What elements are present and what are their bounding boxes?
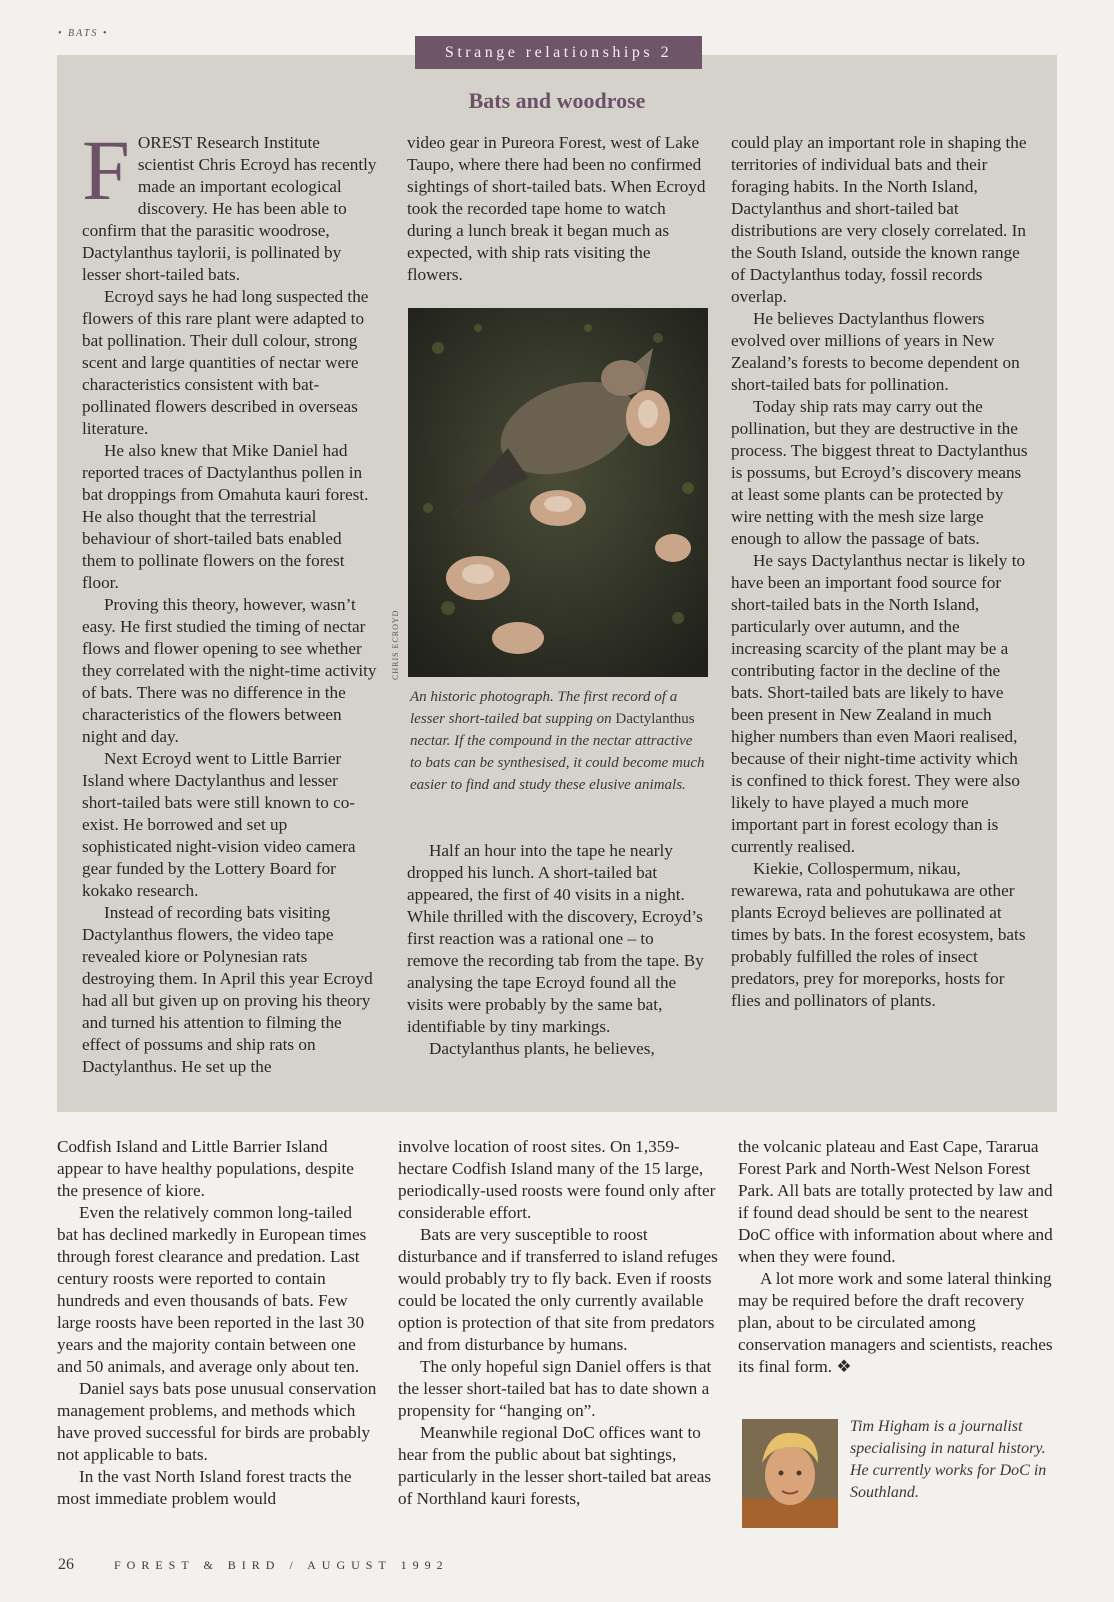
section-tag: • BATS •: [58, 28, 109, 39]
page-number: 26: [58, 1556, 74, 1573]
paragraph: the volcanic plateau and East Cape, Tararua Forest Park and North-West Nelson Forest Park. All bats are totally protected by law and if found dead should be sent to the nearest DoC office with information about where and when they were found.: [738, 1137, 1053, 1266]
paragraph: A lot more work and some lateral thinking may be required before the draft recovery plan, about to be circulated among conservation managers and scientists, reaches its final form. ❖: [738, 1269, 1053, 1376]
page-footer: [58, 1556, 449, 1574]
paragraph: Daniel says bats pose unusual conservation management problems, and methods which have proved successful for birds are probably not applicable to bats.: [57, 1379, 377, 1464]
bat-feeding-image: [408, 308, 708, 677]
paragraph: Bats are very susceptible to roost disturbance and if transferred to island refuges would probably try to fly back. Even if roosts could be located the only currently available option is protection of that site from predators and from disturbance by humans.: [398, 1225, 718, 1354]
paragraph: Half an hour into the tape he nearly dropped his lunch. A short-tailed bat appeared, the first of 40 visits in a night. While thrilled with the discovery, Ecroyd’s first reaction was a rational one – to remove the recording tab from the tape. By analysing the tape Ecroyd found all the visits were probably by the same bat, identifiable by tiny markings.: [407, 841, 704, 1036]
series-banner: Strange relationships 2: [415, 36, 702, 69]
paragraph: Codfish Island and Little Barrier Island appear to have healthy populations, despite the presence of kiore.: [57, 1137, 354, 1200]
upper-column-2-bottom: [407, 840, 707, 1060]
paragraph: He believes Dactylanthus flowers evolved over millions of years in New Zealand’s forests to become dependent on short-tailed bats for pollination.: [731, 309, 1020, 394]
bat-photo: [408, 308, 708, 677]
paragraph: Meanwhile regional DoC offices want to hear from the public about bat sightings, particularly in the lesser short-tailed bat areas of Northland kauri forests,: [398, 1423, 712, 1508]
paragraph: In the vast North Island forest tracts the most immediate problem would: [57, 1467, 352, 1508]
author-bio: Tim Higham is a journalist specialising in natural history. He currently works for DoC in Southland.: [850, 1418, 1047, 1501]
article-headline: Bats and woodrose: [468, 88, 646, 113]
upper-column-1: [82, 122, 380, 1078]
lower-column-3: [738, 1136, 1056, 1378]
upper-column-2-top: [407, 132, 707, 286]
paragraph: Kiekie, Collospermum, nikau, rewarewa, rata and pohutukawa are other plants Ecroyd believes are pollinated at times by bats. In the forest ecosystem, bats probably fulfilled the roles of insect predators, prey for moreporks, hosts for flies and pollinators of plants.: [731, 859, 1026, 1010]
paragraph: Next Ecroyd went to Little Barrier Island where Dactylanthus and lesser short-tailed bats were still known to co-exist. He borrowed and set up sophisticated night-vision video camera gear funded by the Lottery Board for kokako research.: [82, 749, 356, 900]
caption-text: nectar. If the compound in the nectar attractive to bats can be synthesised, it could become much easier to find and study these elusive animals.: [410, 733, 705, 793]
caption-species: Dactylanthus: [615, 711, 695, 727]
paragraph: video gear in Pureora Forest, west of Lake Taupo, where there had been no confirmed sightings of short-tailed bats. When Ecroyd took the recorded tape home to watch during a lunch break it began much as expected, with ship rats visiting the flowers.: [407, 133, 706, 284]
paragraph: Instead of recording bats visiting Dactylanthus flowers, the video tape revealed kiore or Polynesian rats destroying them. In April this year Ecroyd had all but given up on proving his theory and turned his attention to filming the effect of possums and ship rats on Dactylanthus. He set up the: [82, 903, 373, 1076]
caption-text: An historic photograph. The first record of a lesser short-tailed bat supping on: [410, 689, 678, 727]
upper-column-3: [731, 132, 1031, 1012]
author-portrait: [742, 1419, 838, 1528]
publication-line: FOREST & BIRD / AUGUST 1992: [114, 1558, 449, 1572]
photo-caption: [410, 686, 706, 796]
paragraph: involve location of roost sites. On 1,359-hectare Codfish Island many of the 15 large, periodically-used roosts were found only after considerable effort.: [398, 1137, 716, 1222]
paragraph: The only hopeful sign Daniel offers is that the lesser short-tailed bat has to date shown a propensity for “hanging on”.: [398, 1357, 712, 1420]
paragraph: could play an important role in shaping the territories of individual bats and their foraging habits. In the North Island, Dactylanthus and short-tailed bat distributions are very closely correlated. In the South Island, outside the known range of Dactylanthus today, fossil records overlap.: [731, 133, 1027, 306]
photo-credit: CHRIS ECROYD: [391, 609, 400, 680]
drop-cap: F: [82, 122, 130, 218]
lower-column-1: [57, 1136, 377, 1510]
paragraph: Proving this theory, however, wasn’t easy. He first studied the timing of nectar flows and flower opening to see whether they correlated with the night-time activity of bats. There was no difference in the characteristics of the flowers between night and day.: [82, 595, 377, 746]
paragraph: Ecroyd says he had long suspected the flowers of this rare plant were adapted to bat pollination. Their dull colour, strong scent and large quantities of nectar were characteristics consistent with bat-pollinated flowers described in overseas literature.: [82, 287, 369, 438]
paragraph: He says Dactylanthus nectar is likely to have been an important food source for short-tailed bats in the North Island, particularly over autumn, and the increasing scarcity of the plant may be a contributing factor in the decline of the bats. Short-tailed bats are likely to have been present in New Zealand in much higher numbers than even Maori realised, because of their night-time activity which is confined to thick forest. They were also likely to have played a much more important part in forest ecology than is currently realised.: [731, 551, 1026, 856]
paragraph: Even the relatively common long-tailed bat has declined markedly in European times through forest clearance and predation. Last century roosts were reported to contain hundreds and even thousands of bats. Few large roosts have been reported in the last 30 years and the majority contain between one and 50 animals, and average only about ten.: [57, 1203, 367, 1376]
paragraph: OREST Research Institute scientist Chris Ecroyd has recently made an important ecological discovery. He has been able to confirm that the parasitic woodrose, Dactylanthus taylorii, is pollinated by lesser short-tailed bats.: [82, 133, 377, 284]
paragraph: He also knew that Mike Daniel had reported traces of Dactylanthus pollen in bat droppings from Omahuta kauri forest. He also thought that the terrestrial behaviour of short-tailed bats enabled them to pollinate flowers on the forest floor.: [82, 441, 369, 592]
lower-column-2: [398, 1136, 718, 1510]
paragraph: Today ship rats may carry out the pollination, but they are destructive in the process. The biggest threat to Dactylanthus is possums, but Ecroyd’s discovery means at least some plants can be protected by wire netting with the mesh size large enough to allow the passage of bats.: [731, 397, 1028, 548]
author-face-image: [742, 1419, 838, 1528]
paragraph: Dactylanthus plants, he believes,: [429, 1039, 655, 1058]
